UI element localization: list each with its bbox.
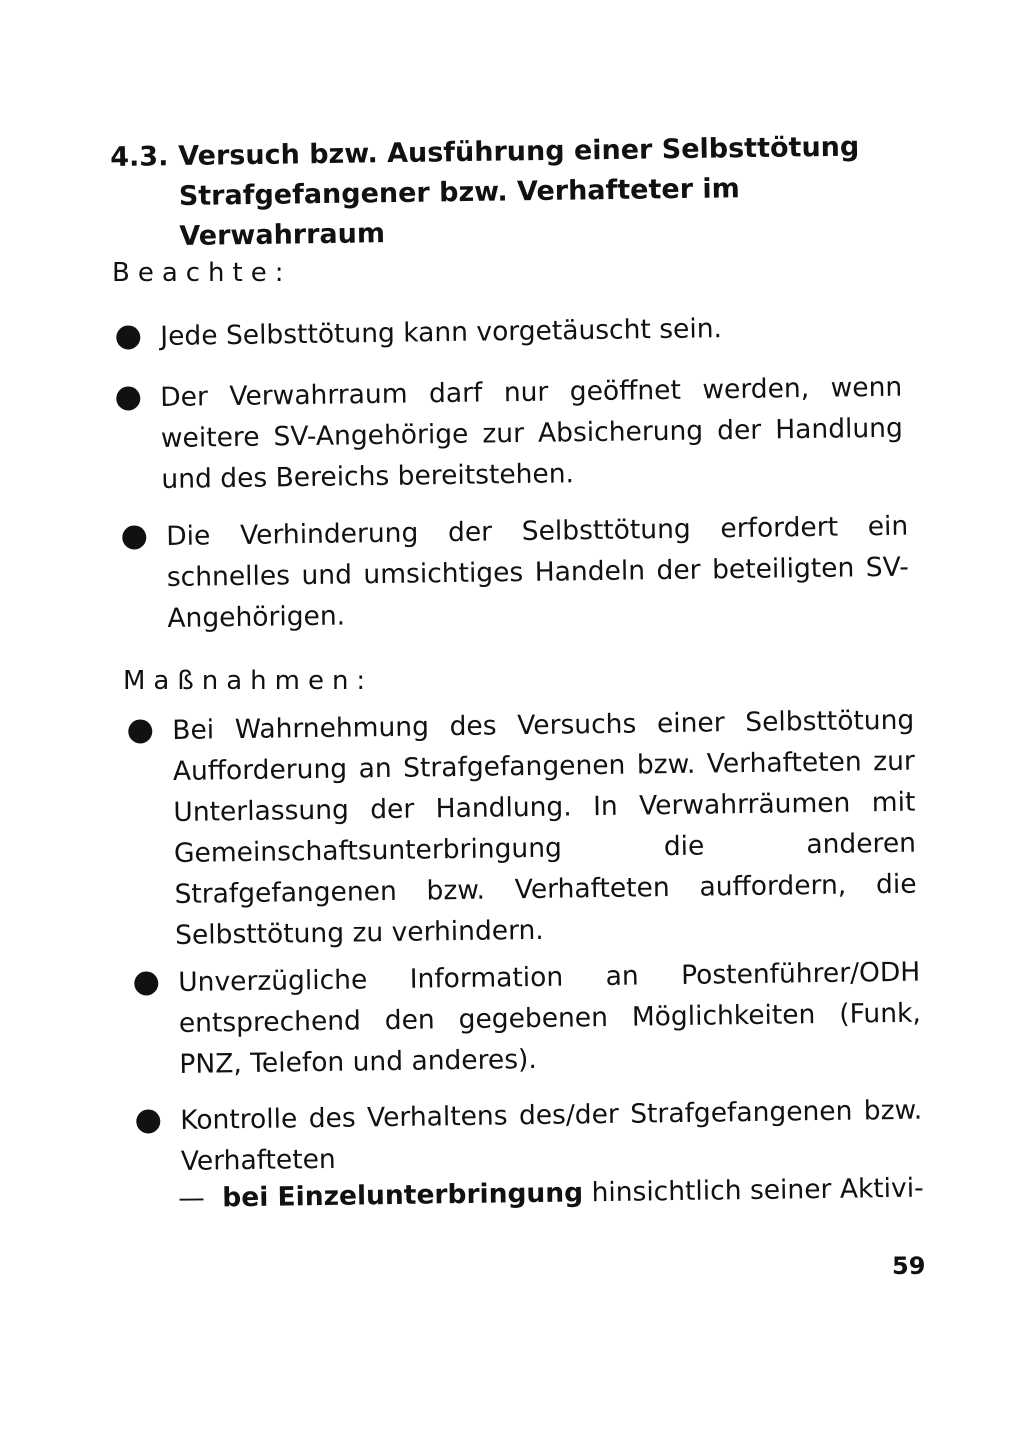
beachte-item-text: Die Verhinderung der Selbsttötung erfordert ein schnelles und umsichtiges Handeln der beteiligten SV-Angehörigen. <box>166 510 910 634</box>
beachte-item-2 <box>160 367 904 500</box>
massnahmen-item-text: Unverzügliche Information an Postenführer/ODH entsprechend den gegebenen Möglichkeiten (Funk, PNZ, Telefon und anderes). <box>178 956 922 1080</box>
beachte-item-1 <box>160 308 761 357</box>
bullet-icon <box>116 386 140 410</box>
section-heading <box>110 127 912 258</box>
sub-item-bold-text: bei Einzelunterbringung <box>222 1177 584 1214</box>
massnahmen-item-text: Bei Wahrnehmung des Versuchs einer Selbsttötung Aufforderung an Strafgefangenen bzw. Verhafteten zur Unterlassung der Handlung. In Verwahrräumen mit Gemeinschaftsunterbringung die anderen Strafgefangenen bzw. Verhafteten auffordern, die Selbsttötung zu verhindern. <box>172 704 917 951</box>
beachte-item-3 <box>166 506 910 639</box>
heading-title-line-2: Strafgefangener bzw. Verhafteter im Verwahrraum <box>178 173 741 253</box>
dash-marker: — <box>178 1182 206 1214</box>
massnahmen-item-2 <box>178 952 922 1085</box>
bullet-icon <box>134 971 158 995</box>
massnahmen-label: Maßnahmen: <box>123 666 374 696</box>
heading-title-line-1: Versuch bzw. Ausführung einer Selbsttötung <box>178 131 860 173</box>
sub-item-rest-text: hinsichtlich seiner Aktivi- <box>591 1172 924 1209</box>
beachte-item-text: Jede Selbsttötung kann vorgetäuscht sein. <box>160 313 723 352</box>
page-number: 59 <box>892 1252 926 1280</box>
massnahmen-item-3 <box>180 1090 923 1182</box>
section-number: 4.3. <box>110 141 169 173</box>
bullet-icon <box>122 525 146 549</box>
beachte-item-text: Der Verwahrraum darf nur geöffnet werden, wenn weitere SV-Angehörige zur Absicherung der Handlung und des Bereichs bereitstehen. <box>160 371 904 495</box>
massnahmen-item-1 <box>172 700 917 956</box>
bullet-icon <box>128 719 152 743</box>
bullet-icon <box>136 1109 160 1133</box>
bullet-icon <box>116 325 140 349</box>
beachte-label: Beachte: <box>112 258 292 288</box>
massnahmen-item-text: Kontrolle des Verhaltens des/der Strafgefangenen bzw. Verhafteten <box>180 1094 923 1177</box>
